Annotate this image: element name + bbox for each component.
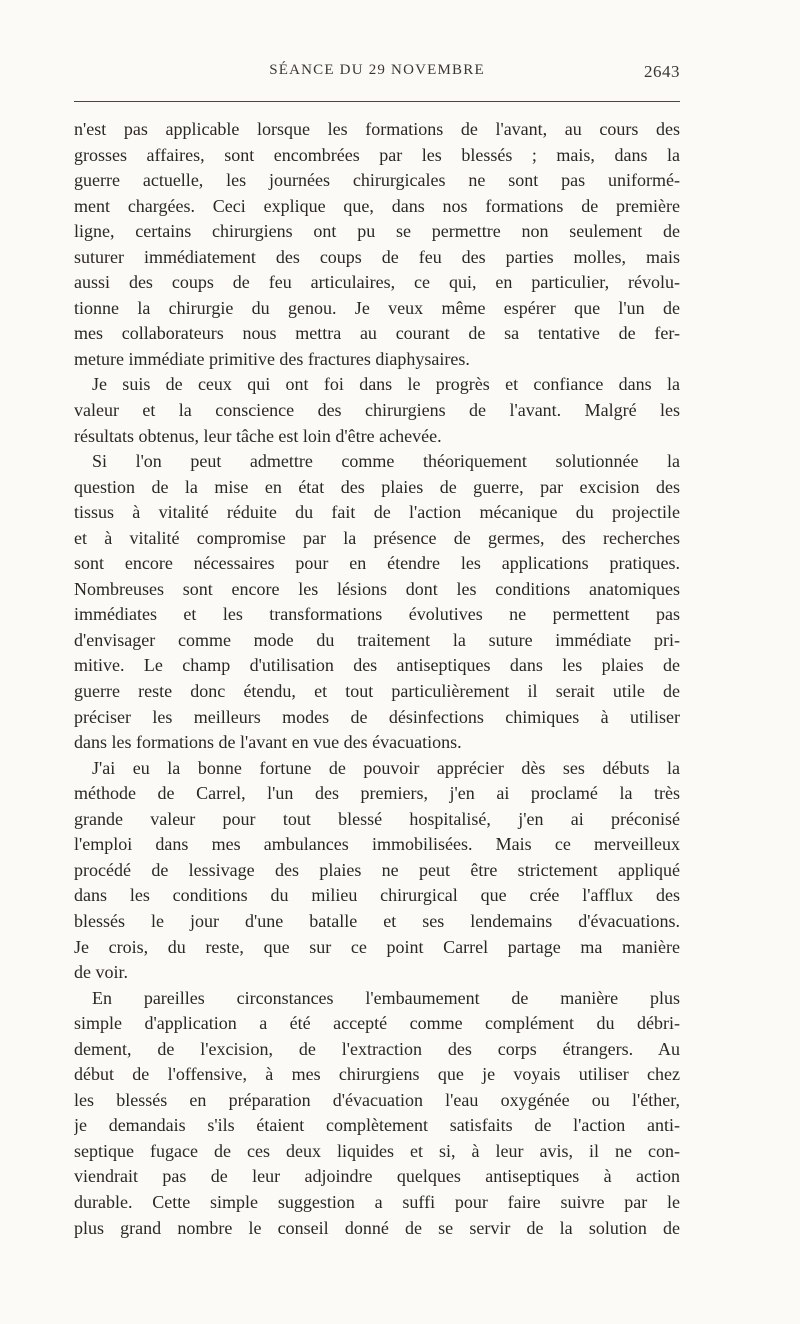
text-line: début de l'offensive, à mes chirurgiens que je voyais utiliser chez bbox=[74, 1064, 680, 1085]
page-header bbox=[74, 62, 680, 90]
text-line: résultats obtenus, leur tâche est loin d'être achevée. bbox=[74, 425, 442, 446]
text-line: et à vitalité compromise par la présence de germes, des recherches bbox=[74, 527, 680, 548]
text-line: question de la mise en état des plaies de guerre, par excision des bbox=[74, 476, 680, 497]
text-line: d'envisager comme mode du traitement la suture immédiate pri- bbox=[74, 629, 680, 650]
text-line: guerre reste donc étendu, et tout particulièrement il serait utile de bbox=[74, 681, 680, 702]
header-rule bbox=[74, 101, 680, 102]
text-line: aussi des coups de feu articulaires, ce qui, en particulier, révolu- bbox=[74, 272, 680, 293]
text-line: valeur et la conscience des chirurgiens de l'avant. Malgré les bbox=[74, 400, 680, 421]
text-line: meture immédiate primitive des fractures diaphysaires. bbox=[74, 348, 470, 369]
text-line: simple d'application a été accepté comme complément du débri- bbox=[74, 1013, 680, 1034]
text-line: procédé de lessivage des plaies ne peut être strictement appliqué bbox=[74, 859, 680, 880]
running-title: SÉANCE DU 29 NOVEMBRE bbox=[269, 62, 485, 78]
paragraph-start-line: J'ai eu la bonne fortune de pouvoir apprécier dès ses débuts la bbox=[92, 757, 680, 778]
text-line: Nombreuses sont encore les lésions dont les conditions anatomiques bbox=[74, 578, 680, 599]
text-line: dans les conditions du milieu chirurgical que crée l'afflux des bbox=[74, 885, 680, 906]
text-line: septique fugace de ces deux liquides et si, à leur avis, il ne con- bbox=[74, 1140, 680, 1161]
text-line: blessés le jour d'une batalle et ses lendemains d'évacuations. bbox=[74, 910, 680, 931]
text-line: ment chargées. Ceci explique que, dans nos formations de première bbox=[74, 195, 680, 216]
paragraph-start-line: Si l'on peut admettre comme théoriquement solutionnée la bbox=[92, 451, 680, 472]
text-line: ligne, certains chirurgiens ont pu se permettre non seulement de bbox=[74, 221, 680, 242]
text-line: n'est pas applicable lorsque les formations de l'avant, au cours des bbox=[74, 119, 680, 139]
text-line: guerre actuelle, les journées chirurgicales ne sont pas uniformé- bbox=[74, 170, 680, 191]
text-line: suturer immédiatement des coups de feu des parties molles, mais bbox=[74, 246, 680, 267]
text-line: dans les formations de l'avant en vue des évacuations. bbox=[74, 732, 462, 753]
text-line: dement, de l'excision, de l'extraction des corps étrangers. Au bbox=[74, 1038, 680, 1059]
text-line: immédiates et les transformations évolutives ne permettent pas bbox=[74, 604, 680, 625]
text-line: je demandais s'ils étaient complètement satisfaits de l'action anti- bbox=[74, 1115, 680, 1136]
text-line: l'emploi dans mes ambulances immobilisées. Mais ce merveilleux bbox=[74, 834, 680, 855]
body-text bbox=[74, 117, 680, 1241]
text-line: grande valeur pour tout blessé hospitalisé, j'en ai préconisé bbox=[74, 808, 680, 829]
text-line: durable. Cette simple suggestion a suffi pour faire suivre par le bbox=[74, 1191, 680, 1212]
page-number: 2643 bbox=[644, 62, 680, 81]
text-line: viendrait pas de leur adjoindre quelques antiseptiques à action bbox=[74, 1166, 680, 1187]
paragraph-start-line: En pareilles circonstances l'embaumement de manière plus bbox=[92, 987, 680, 1008]
text-line: de voir. bbox=[74, 962, 128, 983]
text-line: préciser les meilleurs modes de désinfections chimiques à utiliser bbox=[74, 706, 680, 727]
text-line: sont encore nécessaires pour en étendre les applications pratiques. bbox=[74, 553, 680, 574]
text-line: grosses affaires, sont encombrées par les blessés ; mais, dans la bbox=[74, 144, 680, 165]
text-line: plus grand nombre le conseil donné de se servir de la solution de bbox=[74, 1217, 680, 1238]
text-line: tissus à vitalité réduite du fait de l'action mécanique du projectile bbox=[74, 502, 680, 523]
paragraph-start-line: Je suis de ceux qui ont foi dans le progrès et confiance dans la bbox=[92, 374, 680, 395]
text-line: tionne la chirurgie du genou. Je veux même espérer que l'un de bbox=[74, 297, 680, 318]
text-line: Je crois, du reste, que sur ce point Carrel partage ma manière bbox=[74, 936, 680, 957]
text-line: méthode de Carrel, l'un des premiers, j'en ai proclamé la très bbox=[74, 783, 680, 804]
text-line: mitive. Le champ d'utilisation des antiseptiques dans les plaies de bbox=[74, 655, 680, 676]
text-line: les blessés en préparation d'évacuation l'eau oxygénée ou l'éther, bbox=[74, 1089, 680, 1110]
text-line: mes collaborateurs nous mettra au courant de sa tentative de fer- bbox=[74, 323, 680, 344]
